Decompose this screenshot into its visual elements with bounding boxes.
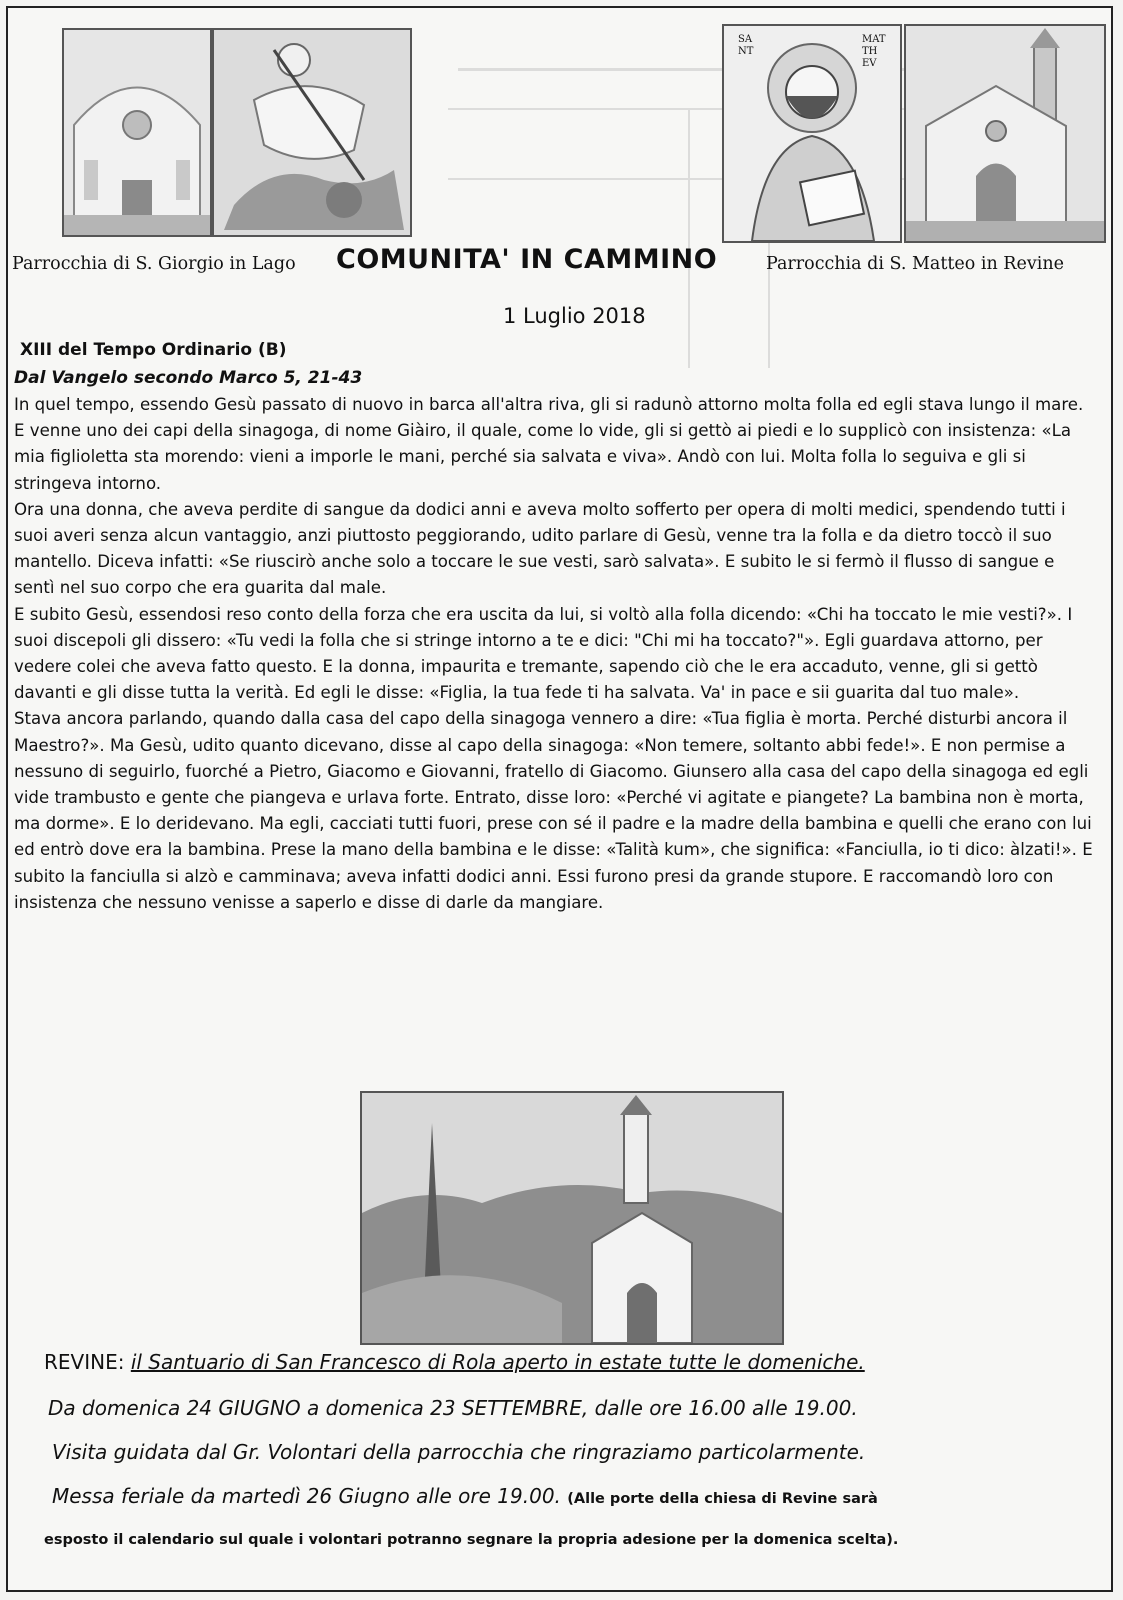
parish-san-giorgio-label: Parrocchia di S. Giorgio in Lago [12,254,296,274]
icon-label-ev: EV [862,58,877,69]
notice-calendar-end: esposto il calendario sul quale i volontari potranno segnare la propria adesione per la domenica scelta). [44,1532,899,1548]
church-san-giorgio-photo [62,28,212,237]
notice-sanctuary: il Santuario di San Francesco di Rola aperto in estate tutte le domeniche. [130,1350,865,1374]
gospel-paragraph: E subito Gesù, essendosi reso conto della forza che era uscita da lui, si voltò alla folla dicendo: «Chi ha toccato le mie vesti?». I suoi discepoli gli dissero: «Tu vedi la folla che si stringe intorno a te e dici: "Chi mi ha toccato?"». Egli guardava attorno, per vedere colei che aveva fatto questo. E la donna, impaurita e tremante, sapendo ciò che le era accaduto, venne, gli si gettò davanti e gli disse tutta la verità. Ed egli le disse: «Figlia, la tua fede ti ha salvata. Va' in pace e sii guarita dal tuo male». [14,604,1073,703]
notice-mass-line [52,1484,878,1508]
bulletin-page [6,6,1113,1592]
gospel-paragraph: Stava ancora parlando, quando dalla casa del capo della sinagoga vennero a dire: «Tua figlia è morta. Perché disturbi ancora il Maestro?». Ma Gesù, udito quanto dicevano, disse al capo della sinagoga: «Non temere, soltanto abbi fede!». E non permise a nessuno di seguirlo, fuorché a Pietro, Giacomo e Giovanni, fratello di Giacomo. Giunsero alla casa del capo della sinagoga ed egli vide trambusto e gente che piangeva e urlava forte. Entrato, disse loro: «Perché vi agitate e piangete? La bambina non è morta, ma dorme». E lo deridevano. Ma egli, cacciati tutti fuori, prese con sé il padre e la madre della bambina e quelli che erano con lui ed entrò dove era la bambina. Prese la mano della bambina e le disse: «Talità kum», che significa: «Fanciulla, io ti dico: àlzati!». E subito la fanciulla si alzò e camminava; aveva infatti dodici anni. Essi furono presi da grande stupore. E raccomandò loro con insistenza che nessuno venisse a saperlo e disse di darle da mangiare. [14,709,1093,912]
church-san-matteo-photo [904,24,1106,243]
notice-guided-visit: Visita guidata dal Gr. Volontari della parrocchia che ringraziamo particolarmente. [52,1440,866,1464]
icon-label-th: TH [862,46,878,57]
bulletin-date: 1 Luglio 2018 [503,304,646,328]
gospel-reference: Dal Vangelo secondo Marco 5, 21-43 [14,368,363,388]
icon-label-mat: MAT [862,34,886,45]
gospel-paragraph: In quel tempo, essendo Gesù passato di nuovo in barca all'altra riva, gli si radunò attorno molta folla ed egli stava lungo il mare. E venne uno dei capi della sinagoga, di nome Giàiro, il quale, come lo vide, gli si gettò ai piedi e lo supplicò con insistenza: «La mia figlioletta sta morendo: vieni a imporle le mani, perché sia salvata e viva». Andò con lui. Molta folla lo seguiva e gli si stringeva intorno. [14,395,1084,493]
notice-period: Da domenica 24 GIUGNO a domenica 23 SETTEMBRE, dalle ore 16.00 alle 19.00. [48,1396,858,1420]
icon-label-sa: SA [738,34,753,45]
notice-mass: Messa feriale da martedì 26 Giugno alle ore 19.00. [52,1484,561,1508]
icon-label-nt: NT [738,46,754,57]
notice-calendar-start: (Alle porte della chiesa di Revine sarà [567,1491,878,1507]
gospel-text [14,392,1099,916]
saint-george-dragon-image [212,28,412,237]
liturgical-sunday: XIII del Tempo Ordinario (B) [20,340,287,360]
notice-place: REVINE: [44,1350,125,1374]
saint-matthew-icon [722,24,902,243]
notice-sanctuary-line [44,1350,865,1374]
santuario-rola-photo [360,1091,784,1345]
bulletin-title: COMUNITA' IN CAMMINO [336,244,718,275]
parish-san-matteo-label: Parrocchia di S. Matteo in Revine [766,254,1064,274]
gospel-paragraph: Ora una donna, che aveva perdite di sangue da dodici anni e aveva molto sofferto per opera di molti medici, spendendo tutti i suoi averi senza alcun vantaggio, anzi piuttosto peggiorando, udito parlare di Gesù, venne tra la folla e da dietro toccò il suo mantello. Diceva infatti: «Se riuscirò anche solo a toccare le sue vesti, sarò salvata». E subito le si fermò il flusso di sangue e sentì nel suo corpo che era guarita dal male. [14,499,1066,598]
